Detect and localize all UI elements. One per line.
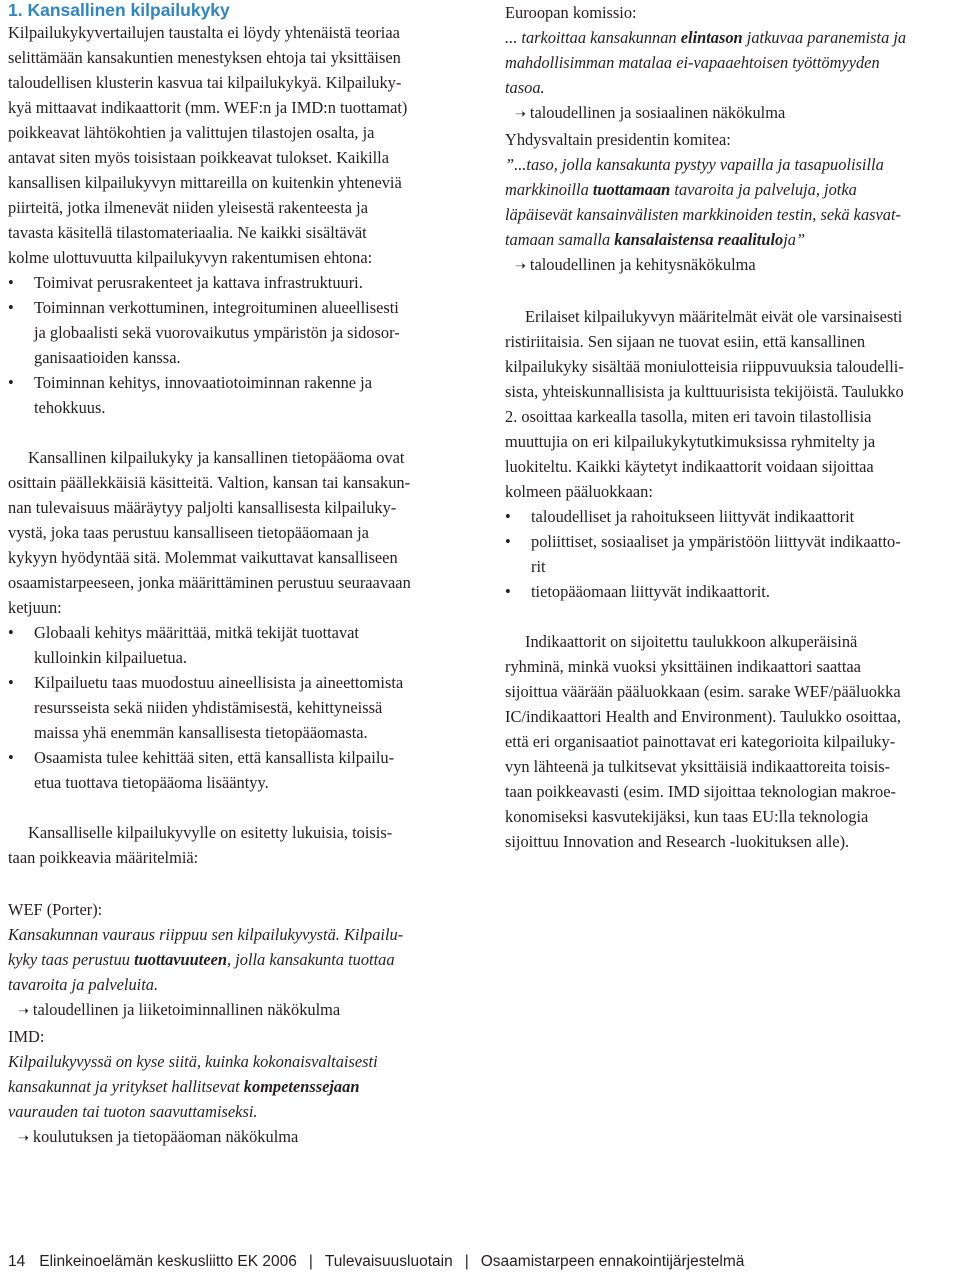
right-column xyxy=(505,0,957,854)
arrow-right-icon: ➝ xyxy=(18,1004,29,1019)
bullet: • xyxy=(505,582,511,601)
definitions-wef-imd xyxy=(8,897,478,1151)
footer-divider: | xyxy=(308,1253,313,1270)
text-line: Kilpailukykyvertailujen taustalta ei löydy yhtenäistä teoriaa xyxy=(8,23,400,42)
list-item: • Toimivat perusrakenteet ja kattava infrastruktuuri. xyxy=(8,270,468,295)
list-item: • taloudelliset ja rahoitukseen liittyvät indikaattorit xyxy=(505,504,957,529)
left-column xyxy=(8,0,468,870)
definition-label: Euroopan komissio: xyxy=(505,3,637,22)
paragraph-definitions-compared: Erilaiset kilpailukyvyn määritelmät eivät ole varsinaisesti ristiriitaisia. Sen sijaan ne tuovat esiin, että kansallinen kilpailukyky sisältää moniulotteisia riippuvuuksia taloudelli- sista, yhteiskunnallisista ja kulttuurisista tekijöistä. Taulukko 2. osoittaa karkealla tasolla, miten eri tavoin tilastollisia muuttujia on eri kilpailukykytutkimuksissa ryhmitelty ja luokiteltu. Kaikki käytetyt indikaattorit voidaan sijoittaa kolmeen pääluokkaan: xyxy=(505,307,904,501)
text-line: piirteitä, jotka ilmenevät niiden yleisestä rakenteesta ja xyxy=(8,198,369,217)
page-number: 14 xyxy=(8,1253,26,1270)
list-item: • Toiminnan verkottuminen, integroituminen alueellisesti ja globaalisti sekä vuorovaikutus ympäristön ja sidosor- ganisaatioiden kanssa. xyxy=(8,295,468,370)
text-line: kolme ulottuvuutta kilpailukyvyn rakentumisen ehtona: xyxy=(8,248,373,267)
list-item: • Osaamista tulee kehittää siten, että kansallista kilpailu- etua tuottava tietopääoma lisääntyy. xyxy=(8,745,468,795)
definition-imd: IMD: Kilpailukyvyssä on kyse siitä, kuinka kokonaisvaltaisesti kansakunnat ja yritykset hallitsevat kompetenssejaan vaurauden tai tuoton saavuttamiseksi. xyxy=(8,1027,378,1121)
bullet: • xyxy=(8,298,14,317)
intro-paragraph xyxy=(8,20,468,270)
bullet: • xyxy=(505,507,511,526)
bullet-list-dimensions xyxy=(8,270,468,420)
text-line: kyä mittaavat indikaattorit (mm. WEF:n ja IMD:n tuottamat) xyxy=(8,98,408,117)
page-footer xyxy=(8,1252,958,1272)
viewpoint-imd: ➝ koulutuksen ja tietopääoman näkökulma xyxy=(18,1127,299,1146)
text-line: taloudellisen klusterin kasvua tai kilpailukykyä. Kilpailuky- xyxy=(8,73,402,92)
text-line: kansallisen kilpailukyvyn mittareilla on kuitenkin yhteneviä xyxy=(8,173,402,192)
text-line: tavasta käsitellä tilastomateriaalia. Ne kaikki sisältävät xyxy=(8,223,367,242)
viewpoint-wef: ➝ taloudellinen ja liiketoiminnallinen näkökulma xyxy=(18,1000,341,1019)
definition-label: WEF (Porter): xyxy=(8,900,103,919)
viewpoint-us: ➝ taloudellinen ja kehitysnäkökulma xyxy=(515,255,756,274)
arrow-right-icon: ➝ xyxy=(515,259,526,274)
list-item: • tietopääomaan liittyvät indikaattorit. xyxy=(505,579,957,604)
paragraph-definitions-intro: Kansalliselle kilpailukyvylle on esitetty lukuisia, toisis- taan poikkeavia määritelmiä: xyxy=(8,823,393,867)
definition-eu: Euroopan komissio: ... tarkoittaa kansakunnan elintason jatkuvaa paranemista ja mahdollisimman matalaa ei-vapaaehtoisen työttömyyden tasoa. xyxy=(505,3,907,97)
list-item: • poliittiset, sosiaaliset ja ympäristöön liittyvät indikaatto- rit xyxy=(505,529,957,579)
bullet-list-categories xyxy=(505,504,957,604)
definition-label: IMD: xyxy=(8,1027,45,1046)
bullet: • xyxy=(8,748,14,767)
bullet-list-chain xyxy=(8,620,468,795)
section-title: 1. Kansallinen kilpailukyky xyxy=(8,0,230,20)
text-line: antavat siten myös toisistaan poikkeavat tulokset. Kaikilla xyxy=(8,148,390,167)
text-line: selittämään kansakuntien menestyksen ehtoja tai yksittäisen xyxy=(8,48,401,67)
footer-divider: | xyxy=(464,1253,469,1270)
list-item: • Globaali kehitys määrittää, mitkä tekijät tuottavat kulloinkin kilpailuetua. xyxy=(8,620,468,670)
footer-publisher: Elinkeinoelämän keskusliitto EK 2006 xyxy=(39,1253,297,1270)
paragraph-tietopaaoma: Kansallinen kilpailukyky ja kansallinen tietopääoma ovat osittain päällekkäisiä käsitteitä. Valtion, kansan tai kansakun- nan tulevaisuus määräytyy paljolti kansallisesta kilpailuky- vystä, joka taas perustuu kansalliseen tietopääomaan ja kykyyn hyödyntää sitä. Molemmat vaikuttavat kansalliseen osaamistarpeeseen, jonka määrittäminen perustuu seuraavaan ketjuun: xyxy=(8,448,411,617)
bullet: • xyxy=(505,532,511,551)
viewpoint-eu: ➝ taloudellinen ja sosiaalinen näkökulma xyxy=(515,103,786,122)
bullet: • xyxy=(8,623,14,642)
text-line: poikkeavat lähtökohtien ja valittujen tilastojen osalta, ja xyxy=(8,123,375,142)
definition-us: Yhdysvaltain presidentin komitea: ”...taso, jolla kansakunta pystyy vapailla ja tasapuolisilla markkinoilla tuottamaan tavaroita ja palveluja, jotka läpäisevät kansainvälisten markkinoiden testin, sekä kasvat- tamaan samalla kansalaistensa reaalituloja” xyxy=(505,130,902,249)
bullet: • xyxy=(8,373,14,392)
arrow-right-icon: ➝ xyxy=(18,1131,29,1146)
arrow-right-icon: ➝ xyxy=(515,107,526,122)
list-item: • Kilpailuetu taas muodostuu aineellisista ja aineettomista resursseista sekä niiden yhdistämisestä, kehittyneissä maissa yhä enemmän kansallisesta tietopääomasta. xyxy=(8,670,468,745)
bullet: • xyxy=(8,673,14,692)
footer-series: Tulevaisuusluotain xyxy=(324,1253,453,1270)
definition-label: Yhdysvaltain presidentin komitea: xyxy=(505,130,731,149)
definition-wef: WEF (Porter): Kansakunnan vauraus riippuu sen kilpailukyvystä. Kilpailu- kyky taas perustuu tuottavuuteen, jolla kansakunta tuottaa tavaroita ja palveluita. xyxy=(8,900,404,994)
list-item: • Toiminnan kehitys, innovaatiotoiminnan rakenne ja tehokkuus. xyxy=(8,370,468,420)
paragraph-indicators: Indikaattorit on sijoitettu taulukkoon alkuperäisinä ryhminä, minkä vuoksi yksittäinen indikaattori saattaa sijoittua väärään pääluokkaan (esim. sarake WEF/pääluokka IC/indikaattori Health and Environment). Taulukko osoittaa, että eri organisaatiot painottavat eri kategorioita kilpailuky- vyn lähteenä ja tulkitsevat yksittäisiä indikaattoreita toisis- taan poikkeavasti (esim. IMD sijoittaa teknologian makroe- konomiseksi kasvutekijäksi, kun taas EU:lla teknologia sijoittuu Innovation and Research -luokituksen alle). xyxy=(505,632,901,851)
bullet: • xyxy=(8,273,14,292)
footer-title: Osaamistarpeen ennakointijärjestelmä xyxy=(480,1253,745,1270)
